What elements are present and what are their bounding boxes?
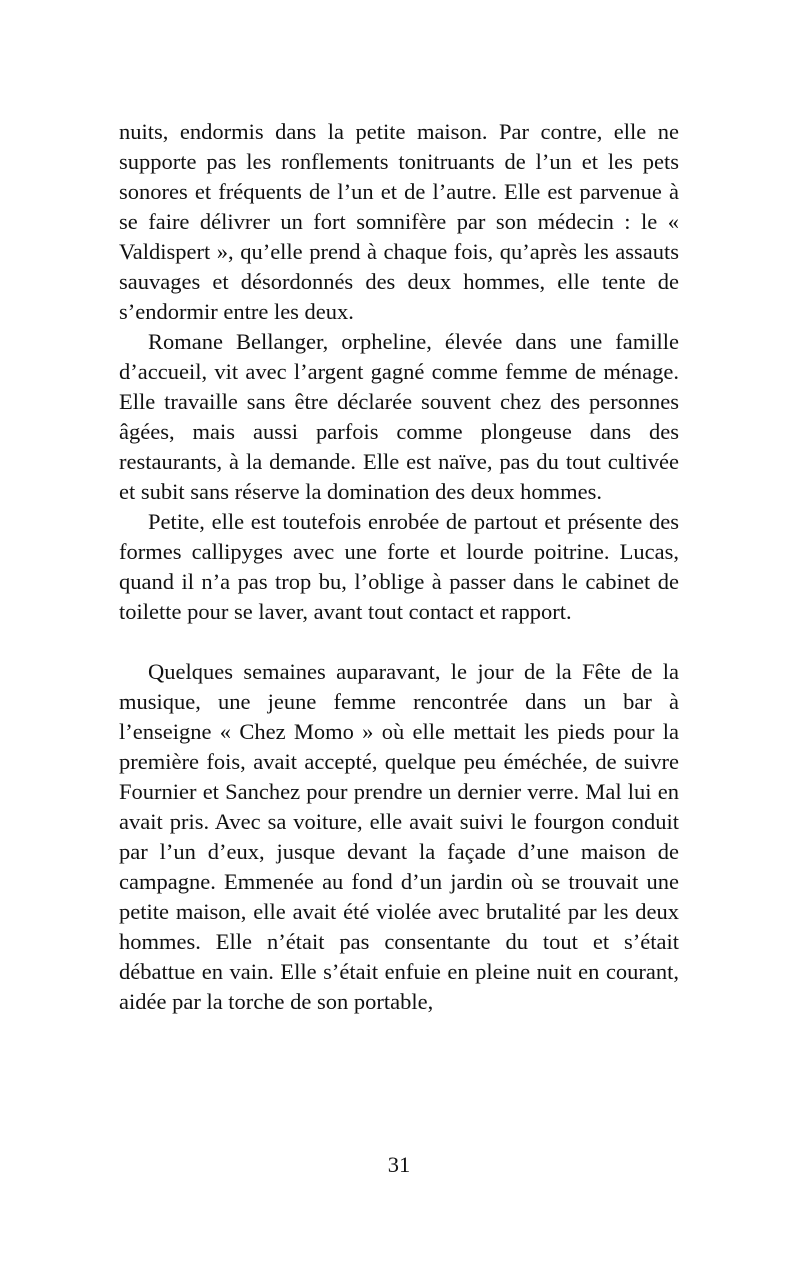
paragraph-romane-bellanger: Romane Bellanger, orpheline, élevée dans une famille d’accueil, vit avec l’argent gagné comme femme de ménage. Elle travaille sans être déclarée souvent chez des personnes âgées, mais aussi parfois comme plongeuse dans des restaurants, à la demande. Elle est naïve, pas du tout cultivée et subit sans réserve la domination des deux hommes. [119,329,679,504]
paragraph-continued: nuits, endormis dans la petite maison. Par contre, elle ne supporte pas les ronflements tonitruants de l’un et les pets sonores et fréquents de l’un et de l’autre. Elle est parvenue à se faire délivrer un fort somnifère par son médecin : le « Valdispert », qu’elle prend à chaque fois, qu’après les assauts sauvages et désordonnés des deux hommes, elle tente de s’endormir entre les deux. [119,119,679,324]
paragraph-quelques-semaines: Quelques semaines auparavant, le jour de la Fête de la musique, une jeune femme rencontrée dans un bar à l’enseigne « Chez Momo » où elle mettait les pieds pour la première fois, avait accepté, quelque peu éméchée, de suivre Fournier et Sanchez pour prendre un dernier verre. Mal lui en avait pris. Avec sa voiture, elle avait suivi le fourgon conduit par l’un d’eux, jusque devant la façade d’une maison de campagne. Emmenée au fond d’un jardin où se trouvait une petite maison, elle avait été violée avec brutalité par les deux hommes. Elle n’était pas consentante du tout et s’était débattue en vain. Elle s’était enfuie en pleine nuit en courant, aidée par la torche de son portable, [119,659,679,1014]
page-number: 31 [387,1152,411,1177]
paragraph-petite: Petite, elle est toutefois enrobée de partout et présente des formes callipyges avec une forte et lourde poitrine. Lucas, quand il n’a pas trop bu, l’oblige à passer dans le cabinet de toilette pour se laver, avant tout contact et rapport. [119,509,679,624]
section-break [119,627,679,657]
body-text [119,117,679,1017]
